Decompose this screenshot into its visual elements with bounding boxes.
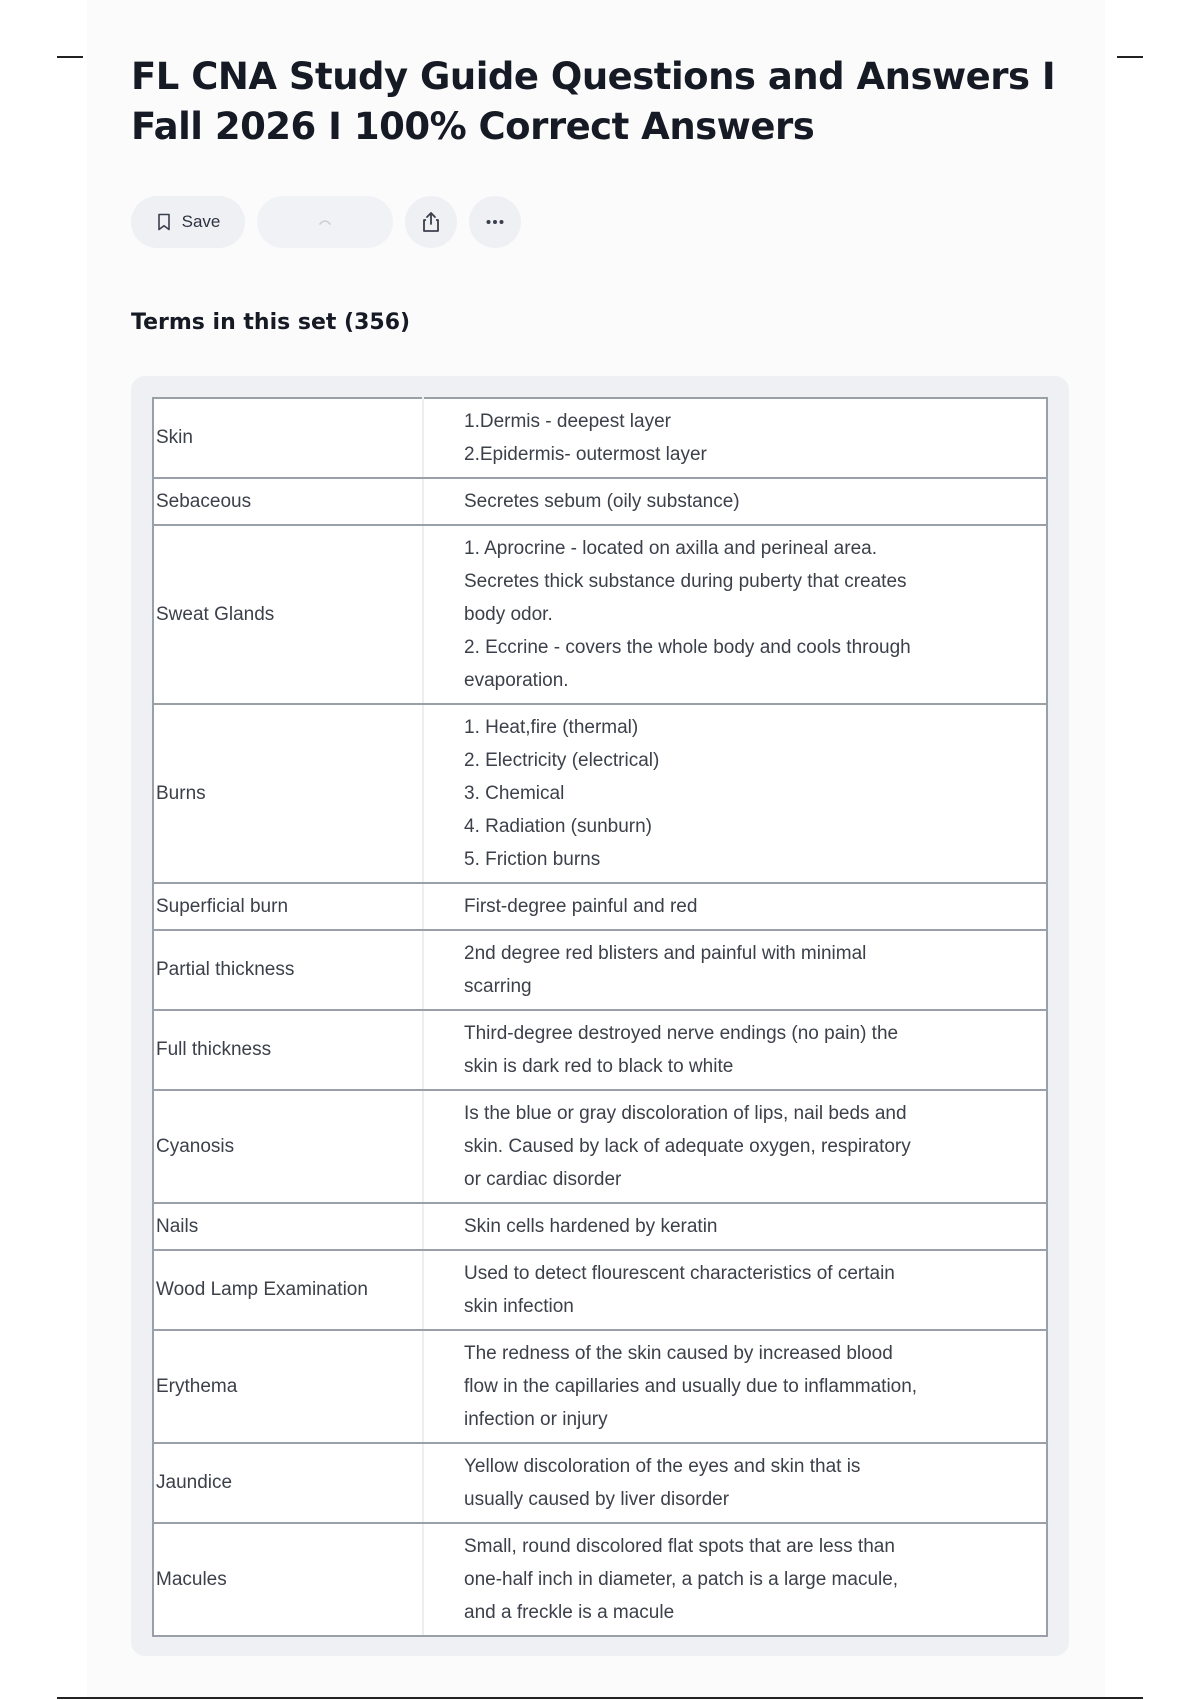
term-cell: Skin [153,398,423,478]
save-button[interactable] [131,196,245,248]
save-button-label: Save [181,212,221,231]
spinner-icon [314,215,336,229]
terms-table-container [131,376,1069,1656]
term-cell: Superficial burn [153,883,423,930]
table-row [153,478,1047,525]
share-icon [419,210,443,234]
definition-line: usually caused by liver disorder [464,1489,730,1510]
definition-cell [423,930,1047,1010]
definition-line: 5. Friction burns [464,849,601,870]
definition-cell [423,1443,1047,1523]
action-toolbar [131,196,521,248]
top-left-edge-mark [57,56,83,58]
definition-line: flow in the capillaries and usually due to inflammation, [464,1376,918,1397]
definition-line: or cardiac disorder [464,1169,622,1190]
table-row [153,1330,1047,1443]
definition-line: 4. Radiation (sunburn) [464,816,652,837]
page-title: FL CNA Study Guide Questions and Answers I Fall 2026 I 100% Correct Answers [131,55,1056,148]
table-row [153,883,1047,930]
term-cell: Nails [153,1203,423,1250]
table-row [153,1203,1047,1250]
definition-line: Is the blue or gray discoloration of lips, nail beds and [464,1103,907,1124]
table-row [153,1443,1047,1523]
definition-cell [423,1203,1047,1250]
table-row [153,398,1047,478]
definition-line: 2.Epidermis- outermost layer [464,444,707,465]
table-row [153,1250,1047,1330]
term-cell: Erythema [153,1330,423,1443]
definition-line: 3. Chemical [464,783,565,804]
definition-line: and a freckle is a macule [464,1602,675,1623]
definition-line: Used to detect flourescent characteristics of certain [464,1263,895,1284]
definition-line: The redness of the skin caused by increased blood [464,1343,893,1364]
table-row [153,1090,1047,1203]
term-cell: Macules [153,1523,423,1636]
definition-line: one-half inch in diameter, a patch is a large macule, [464,1569,899,1590]
definition-cell [423,1330,1047,1443]
term-cell: Cyanosis [153,1090,423,1203]
definition-line: 2. Electricity (electrical) [464,750,660,771]
table-row [153,704,1047,883]
bottom-rule [57,1697,1143,1699]
top-right-edge-mark [1117,56,1143,58]
definition-line: 1. Heat,fire (thermal) [464,717,639,738]
table-row [153,525,1047,704]
definition-line: Secretes thick substance during puberty that creates [464,571,907,592]
definition-line: infection or injury [464,1409,608,1430]
definition-line: skin. Caused by lack of adequate oxygen, respiratory [464,1136,911,1157]
definition-cell [423,883,1047,930]
term-cell: Sebaceous [153,478,423,525]
more-options-button[interactable] [469,196,521,248]
definition-cell [423,1250,1047,1330]
definition-line: scarring [464,976,532,997]
definition-line: First-degree painful and red [464,896,698,917]
share-button[interactable] [405,196,457,248]
term-cell: Burns [153,704,423,883]
more-icon [483,210,507,234]
definition-cell [423,1010,1047,1090]
definition-line: 2nd degree red blisters and painful with minimal [464,943,867,964]
definition-line: 1. Aprocrine - located on axilla and perineal area. [464,538,877,559]
term-cell: Partial thickness [153,930,423,1010]
terms-heading: Terms in this set (356) [131,310,411,335]
terms-table-body [153,398,1047,1636]
definition-line: skin is dark red to black to white [464,1056,734,1077]
definition-line: 1.Dermis - deepest layer [464,411,671,432]
definition-cell [423,478,1047,525]
loading-button[interactable] [257,196,393,248]
definition-line: 2. Eccrine - covers the whole body and cools through [464,637,911,658]
definition-cell [423,398,1047,478]
table-row [153,1523,1047,1636]
definition-cell [423,1523,1047,1636]
definition-line: body odor. [464,604,553,625]
definition-line: evaporation. [464,670,569,691]
definition-line: skin infection [464,1296,574,1317]
term-cell: Sweat Glands [153,525,423,704]
definition-cell [423,525,1047,704]
term-cell: Full thickness [153,1010,423,1090]
definition-cell [423,704,1047,883]
definition-line: Skin cells hardened by keratin [464,1216,718,1237]
definition-line: Secretes sebum (oily substance) [464,491,740,512]
term-cell: Wood Lamp Examination [153,1250,423,1330]
definition-line: Third-degree destroyed nerve endings (no pain) the [464,1023,899,1044]
definition-cell [423,1090,1047,1203]
bookmark-icon [156,213,172,231]
table-row [153,1010,1047,1090]
terms-table [152,397,1048,1637]
term-cell: Jaundice [153,1443,423,1523]
definition-line: Small, round discolored flat spots that are less than [464,1536,895,1557]
definition-line: Yellow discoloration of the eyes and skin that is [464,1456,861,1477]
table-row [153,930,1047,1010]
